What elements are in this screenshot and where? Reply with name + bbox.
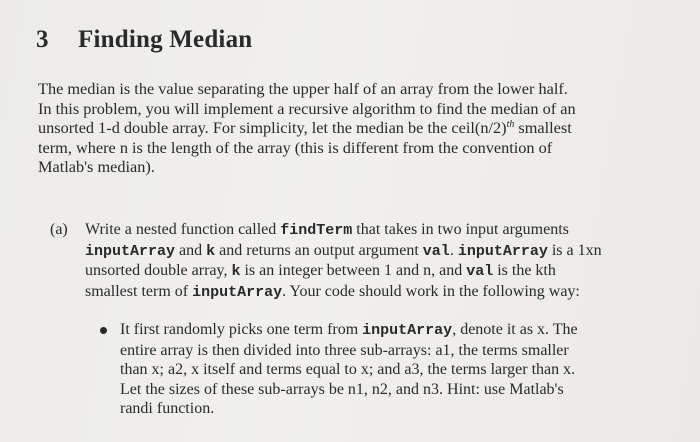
intro-text: unsorted 1-d double array. For simplicity, let the median be the ceil(n/2) (38, 118, 507, 138)
code-input-array: inputArray (85, 242, 176, 260)
intro-line: The median is the value separating the upper half of an array from the lower half. (38, 79, 568, 98)
text: is a 1xn (547, 241, 602, 259)
bullet-item (100, 320, 660, 419)
intro-line: term, where n is the length of the array (this is different from the convention of (38, 137, 553, 157)
text: unsorted double array, (85, 262, 232, 279)
intro-line: In this problem, you will implement a recursive algorithm to find the median of an (38, 98, 576, 118)
part-label: (a) (50, 221, 68, 238)
code-val: val (466, 263, 494, 280)
section-heading (36, 26, 252, 54)
part-a-line (85, 220, 670, 241)
code-input-array: inputArray (362, 322, 453, 339)
text: . Your code should work in the following way: (282, 282, 580, 300)
part-a-line (85, 282, 670, 303)
text: , denote it as x. The (452, 321, 578, 338)
text: is the kth (493, 262, 556, 279)
bullet-line: entire array is then divided into three sub-arrays: a1, the terms smaller (120, 341, 569, 359)
text: and returns an output argument (215, 241, 423, 259)
code-k: k (206, 242, 216, 260)
ordinal-superscript: th (506, 119, 515, 131)
text: is an integer between 1 and n, and (240, 262, 467, 279)
text: that takes in two input arguments (352, 221, 569, 238)
code-input-array: inputArray (457, 242, 548, 260)
section-number: 3 (36, 26, 49, 53)
code-k: k (231, 263, 241, 280)
section-title: Finding Median (78, 26, 253, 53)
part-a (50, 220, 670, 302)
part-a-line (85, 241, 670, 262)
bullet-body (120, 320, 660, 419)
intro-text: smallest (514, 118, 572, 138)
part-a-body (85, 220, 670, 302)
text: . (449, 241, 458, 259)
bullet-line: than x; a2, x itself and terms equal to x; and a3, the terms larger than x. (120, 361, 576, 378)
bullet-line: Let the sizes of these sub-arrays be n1, n2, and n3. Hint: use Matlab's (120, 380, 564, 398)
intro-line (38, 118, 668, 138)
text: Write a nested function called (85, 221, 281, 238)
part-a-line (85, 261, 670, 282)
code-input-array: inputArray (192, 283, 283, 301)
intro-line: Matlab's median). (38, 157, 155, 177)
text: It first randomly picks one term from (120, 321, 363, 338)
bullet-line: randi function. (120, 400, 215, 417)
intro-paragraph (38, 79, 668, 177)
text: and (175, 241, 207, 259)
bullet-dot-icon (100, 327, 107, 334)
code-function-name: findTerm (280, 222, 353, 239)
text: smallest term of (85, 282, 193, 300)
code-val: val (422, 242, 450, 260)
bullet-line (120, 320, 660, 341)
